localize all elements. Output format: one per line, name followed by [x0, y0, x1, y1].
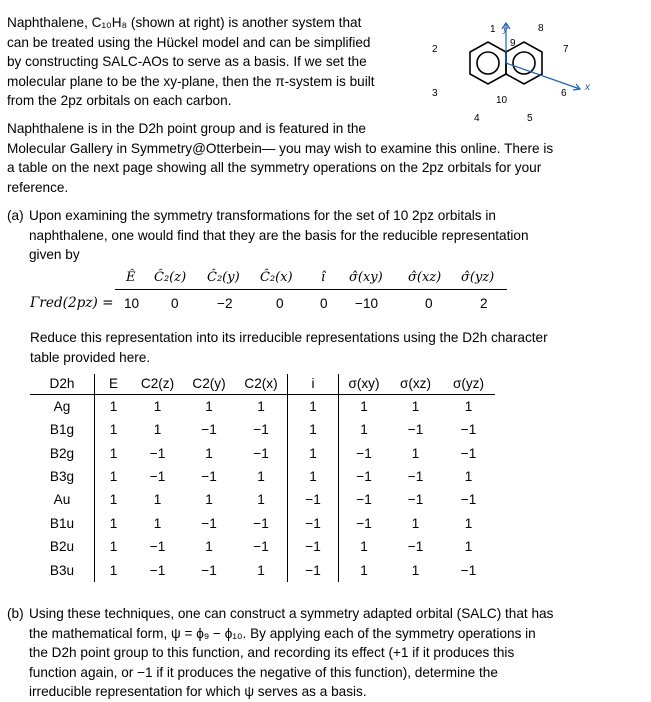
reduce-instruction [30, 328, 620, 367]
d2h-character-table [30, 374, 495, 582]
operation-header: Ĉ₂(z) [154, 270, 187, 285]
table-cell: 1 [411, 398, 420, 414]
table-cell: −1 [460, 492, 477, 508]
intro-line: by constructing SALC-AOs to serve as a basis. If we set the [7, 54, 367, 70]
table-cell: 1 [153, 492, 162, 508]
character-value: 2 [480, 296, 488, 311]
table-cell: 1 [288, 418, 339, 441]
instruction-line: Reduce this representation into its irreducible representations using the D2h character [30, 330, 548, 345]
column-header: σ(xz) [389, 374, 442, 395]
instruction-line: table provided here. [30, 349, 151, 365]
intro-line: Naphthalene, C₁₀H₈ (shown at right) is another system that [7, 15, 362, 30]
table-cell: 1 [360, 539, 368, 555]
table-cell: 1 [109, 445, 118, 461]
table-cell: 1 [411, 562, 420, 578]
irrep-label: B2u [30, 535, 95, 558]
divider-line [115, 289, 507, 290]
question-a-label: (a) [7, 208, 24, 223]
table-cell: −1 [201, 469, 217, 485]
question-line: the D2h point group to this function, and recording its effect (+1 if it produces this [29, 645, 515, 661]
table-row [30, 418, 495, 441]
irrep-label: B3u [30, 559, 95, 582]
atom-label-3: 3 [432, 88, 438, 99]
table-cell: −1 [460, 422, 477, 438]
question-line: Using these techniques, one can construct a symmetry adapted orbital (SALC) that has [29, 606, 554, 621]
question-line: function again, or −1 if it produces the negative of this function), determine the [29, 664, 498, 680]
table-cell: −1 [235, 512, 288, 535]
table-cell: 1 [109, 515, 118, 531]
table-header-row [30, 374, 495, 395]
table-cell: −1 [235, 442, 288, 465]
table-cell: 1 [153, 422, 162, 438]
table-row [30, 465, 495, 488]
question-b-text [29, 604, 629, 702]
intro-paragraph [7, 13, 427, 111]
table-cell: 1 [464, 469, 473, 485]
question-a-text [29, 206, 609, 265]
table-cell: −1 [201, 515, 217, 531]
character-value: 0 [320, 296, 328, 311]
table-cell: −1 [288, 559, 339, 582]
atom-label-1: 1 [490, 24, 496, 35]
table-cell: −1 [407, 469, 424, 485]
table-cell: 1 [109, 469, 118, 485]
question-line: irreducible representation for which ψ serves as a basis. [29, 684, 367, 700]
table-cell: −1 [201, 422, 217, 438]
table-cell: −1 [356, 492, 372, 508]
character-value: 0 [276, 296, 284, 311]
paragraph-line: a table on the next page showing all the symmetry operations on the 2pz orbitals for your [7, 160, 542, 176]
column-header: σ(xy) [339, 374, 390, 395]
table-cell: 1 [411, 445, 420, 461]
column-header: C2(y) [183, 374, 235, 395]
table-cell: 1 [109, 422, 118, 438]
table-cell: −1 [235, 535, 288, 558]
table-cell: −1 [149, 562, 166, 578]
irrep-label: B1g [30, 418, 95, 441]
table-cell: −1 [356, 515, 372, 531]
axis-label-x: x [585, 82, 590, 93]
table-cell: 1 [360, 422, 368, 438]
table-cell: −1 [407, 492, 424, 508]
pointgroup-paragraph [7, 119, 637, 197]
table-cell: −1 [288, 535, 339, 558]
table-row [30, 489, 495, 512]
table-cell: −1 [356, 469, 372, 485]
character-value: −10 [355, 296, 379, 311]
table-row [30, 535, 495, 558]
question-line: the mathematical form, ψ = ϕ₉ − ϕ₁₀. By applying each of the symmetry operations in [29, 625, 536, 641]
operation-header: Ĉ₂(y) [207, 270, 240, 285]
table-cell: 1 [205, 445, 213, 461]
table-cell: −1 [288, 489, 339, 512]
character-value: 0 [425, 296, 433, 311]
paragraph-line: reference. [7, 179, 69, 195]
atom-label-2: 2 [432, 44, 438, 55]
table-cell: −1 [460, 562, 477, 578]
intro-line: from the 2pz orbitals on each carbon. [7, 93, 232, 109]
table-cell: 1 [109, 562, 118, 578]
atom-label-7: 7 [563, 44, 569, 55]
gamma-red-label: Γred(2pz) = [30, 295, 114, 311]
operation-header: σ̂(xz) [408, 270, 442, 285]
question-line: given by [29, 247, 80, 263]
table-cell: 1 [464, 515, 473, 531]
question-b-label: (b) [7, 606, 24, 621]
operation-header: î [321, 270, 326, 285]
table-cell: 1 [288, 395, 339, 419]
column-header: C2(x) [235, 374, 288, 395]
table-row [30, 512, 495, 535]
table-cell: 1 [109, 492, 118, 508]
column-header: E [95, 374, 133, 395]
table-cell: 1 [153, 398, 162, 414]
character-value: 10 [124, 296, 140, 311]
naphthalene-diagram [430, 14, 600, 126]
operation-header: σ̂(xy) [349, 270, 383, 285]
irrep-label: B2g [30, 442, 95, 465]
column-header: C2(z) [132, 374, 183, 395]
atom-label-4: 4 [474, 113, 480, 124]
table-cell: 1 [205, 492, 213, 508]
table-cell: 1 [235, 465, 288, 488]
table-cell: 1 [411, 515, 420, 531]
character-value: −2 [217, 296, 233, 311]
table-cell: 1 [464, 539, 473, 555]
question-line: naphthalene, one would find that they are the basis for the reducible representation [29, 227, 529, 243]
table-cell: 1 [360, 562, 368, 578]
table-cell: 1 [205, 398, 213, 414]
table-cell: −1 [460, 445, 477, 461]
table-cell: 1 [109, 539, 118, 555]
table-cell: −1 [149, 445, 166, 461]
axis-label-y: y [503, 24, 508, 35]
table-cell: 1 [360, 398, 368, 414]
table-cell: −1 [356, 445, 372, 461]
reducible-representation [30, 268, 510, 324]
table-row [30, 559, 495, 582]
intro-line: can be treated using the Hückel model and can be simplified [7, 34, 371, 50]
table-row [30, 442, 495, 465]
irrep-label: B1u [30, 512, 95, 535]
table-cell: 1 [464, 398, 473, 414]
table-cell: −1 [149, 469, 166, 485]
paragraph-line: Naphthalene is in the D2h point group and is featured in the [7, 121, 366, 136]
atom-label-5: 5 [527, 113, 533, 124]
group-header: D2h [30, 374, 95, 395]
table-cell: −1 [407, 539, 424, 555]
table-cell: −1 [149, 539, 166, 555]
table-cell: 1 [205, 539, 213, 555]
paragraph-line: Molecular Gallery in Symmetry@Otterbein— you may wish to examine this online. There is [7, 140, 554, 156]
operation-header: σ̂(yz) [461, 270, 495, 285]
table-row [30, 395, 495, 419]
table-cell: 1 [288, 442, 339, 465]
atom-label-6: 6 [561, 88, 567, 99]
operation-header: Ê [126, 270, 136, 285]
irrep-label: Ag [30, 395, 95, 419]
column-header: i [288, 374, 339, 395]
atom-label-10: 10 [496, 95, 508, 106]
atom-label-9: 9 [510, 38, 516, 49]
table-cell: −1 [288, 512, 339, 535]
table-cell: 1 [235, 489, 288, 512]
table-cell: 1 [153, 515, 162, 531]
atom-label-8: 8 [538, 23, 544, 34]
table-cell: −1 [201, 562, 217, 578]
table-cell: 1 [235, 395, 288, 419]
table-cell: 1 [288, 465, 339, 488]
table-cell: −1 [407, 422, 424, 438]
column-header: σ(yz) [442, 374, 495, 395]
irrep-label: B3g [30, 465, 95, 488]
irrep-label: Au [30, 489, 95, 512]
character-value: 0 [171, 296, 179, 311]
table-cell: 1 [235, 559, 288, 582]
operation-header: Ĉ₂(x) [260, 270, 293, 285]
question-line: Upon examining the symmetry transformations for the set of 10 2pz orbitals in [29, 208, 496, 223]
intro-line: molecular plane to be the xy-plane, then the π-system is built [7, 73, 375, 89]
table-cell: 1 [109, 398, 118, 414]
table-cell: −1 [235, 418, 288, 441]
